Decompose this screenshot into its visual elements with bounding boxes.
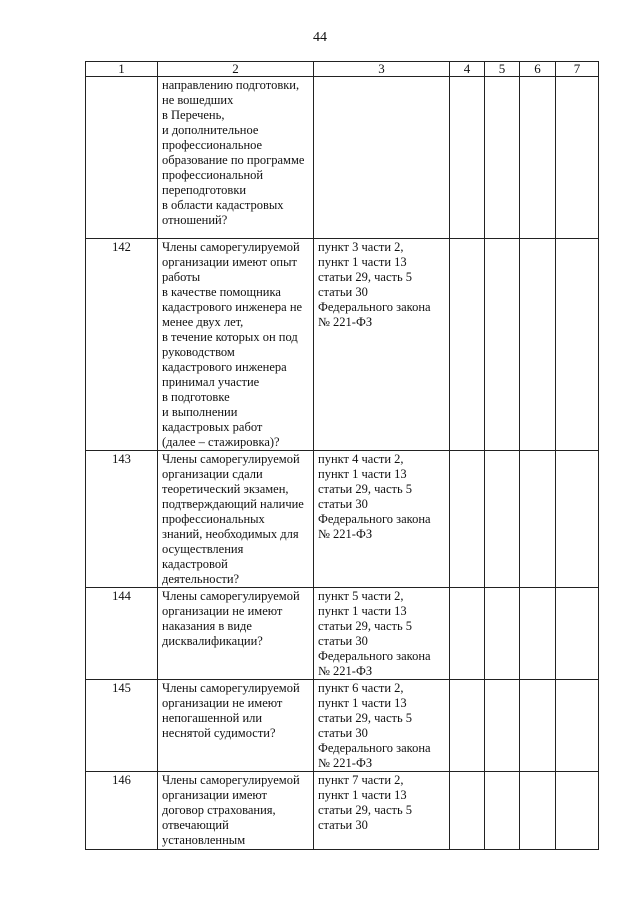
- row-number: 142: [86, 239, 158, 451]
- legal-basis-cell: пункт 4 части 2, пункт 1 части 13 статьи 29, часть 5 статьи 30 Федерального закона № 221-ФЗ: [314, 451, 450, 588]
- column-header: 6: [520, 62, 556, 77]
- table-row: [86, 588, 599, 680]
- row-number: [86, 77, 158, 239]
- row-number: 145: [86, 680, 158, 772]
- table-row: [86, 772, 599, 850]
- empty-cell: [485, 680, 520, 772]
- row-number: 144: [86, 588, 158, 680]
- checklist-table: [85, 61, 599, 850]
- header-row: [86, 62, 599, 77]
- empty-cell: [485, 451, 520, 588]
- empty-cell: [485, 588, 520, 680]
- empty-cell: [520, 680, 556, 772]
- empty-cell: [520, 588, 556, 680]
- question-cell: Члены саморегулируемой организации не имеют непогашенной или неснятой судимости?: [158, 680, 314, 772]
- legal-basis-cell: пункт 7 части 2, пункт 1 части 13 статьи 29, часть 5 статьи 30: [314, 772, 450, 850]
- empty-cell: [485, 77, 520, 239]
- question-cell: Члены саморегулируемой организации не имеют наказания в виде дисквалификации?: [158, 588, 314, 680]
- empty-cell: [450, 77, 485, 239]
- legal-basis-cell: [314, 77, 450, 239]
- column-header: 2: [158, 62, 314, 77]
- empty-cell: [520, 239, 556, 451]
- empty-cell: [520, 451, 556, 588]
- empty-cell: [556, 588, 599, 680]
- empty-cell: [556, 77, 599, 239]
- row-number: 146: [86, 772, 158, 850]
- empty-cell: [556, 451, 599, 588]
- question-cell: Члены саморегулируемой организации имеют договор страхования, отвечающий установленным: [158, 772, 314, 850]
- column-header: 7: [556, 62, 599, 77]
- question-cell: Члены саморегулируемой организации сдали теоретический экзамен, подтверждающий наличие профессиональных знаний, необходимых для осуществления кадастровой деятельности?: [158, 451, 314, 588]
- empty-cell: [520, 77, 556, 239]
- empty-cell: [556, 772, 599, 850]
- empty-cell: [450, 239, 485, 451]
- empty-cell: [450, 588, 485, 680]
- empty-cell: [450, 451, 485, 588]
- table-row: [86, 451, 599, 588]
- table-row: [86, 239, 599, 451]
- page-number: 44: [313, 30, 327, 45]
- column-header: 4: [450, 62, 485, 77]
- column-header: 3: [314, 62, 450, 77]
- column-header: 1: [86, 62, 158, 77]
- empty-cell: [450, 680, 485, 772]
- question-cell: Члены саморегулируемой организации имеют опыт работы в качестве помощника кадастрового инженера не менее двух лет, в течение которых он под руководством кадастрового инженера принимал участие в подготовке и выполнении кадастровых работ (далее – стажировка)?: [158, 239, 314, 451]
- legal-basis-cell: пункт 3 части 2, пункт 1 части 13 статьи 29, часть 5 статьи 30 Федерального закона № 221-ФЗ: [314, 239, 450, 451]
- table-row: [86, 77, 599, 239]
- question-cell: направлению подготовки, не вошедших в Перечень, и дополнительное профессиональное образование по программе профессиональной переподготовки в области кадастровых отношений?: [158, 77, 314, 239]
- empty-cell: [485, 239, 520, 451]
- empty-cell: [556, 680, 599, 772]
- legal-basis-cell: пункт 6 части 2, пункт 1 части 13 статьи 29, часть 5 статьи 30 Федерального закона № 221-ФЗ: [314, 680, 450, 772]
- table-row: [86, 680, 599, 772]
- column-header: 5: [485, 62, 520, 77]
- empty-cell: [520, 772, 556, 850]
- row-number: 143: [86, 451, 158, 588]
- empty-cell: [556, 239, 599, 451]
- empty-cell: [450, 772, 485, 850]
- legal-basis-cell: пункт 5 части 2, пункт 1 части 13 статьи 29, часть 5 статьи 30 Федерального закона № 221-ФЗ: [314, 588, 450, 680]
- empty-cell: [485, 772, 520, 850]
